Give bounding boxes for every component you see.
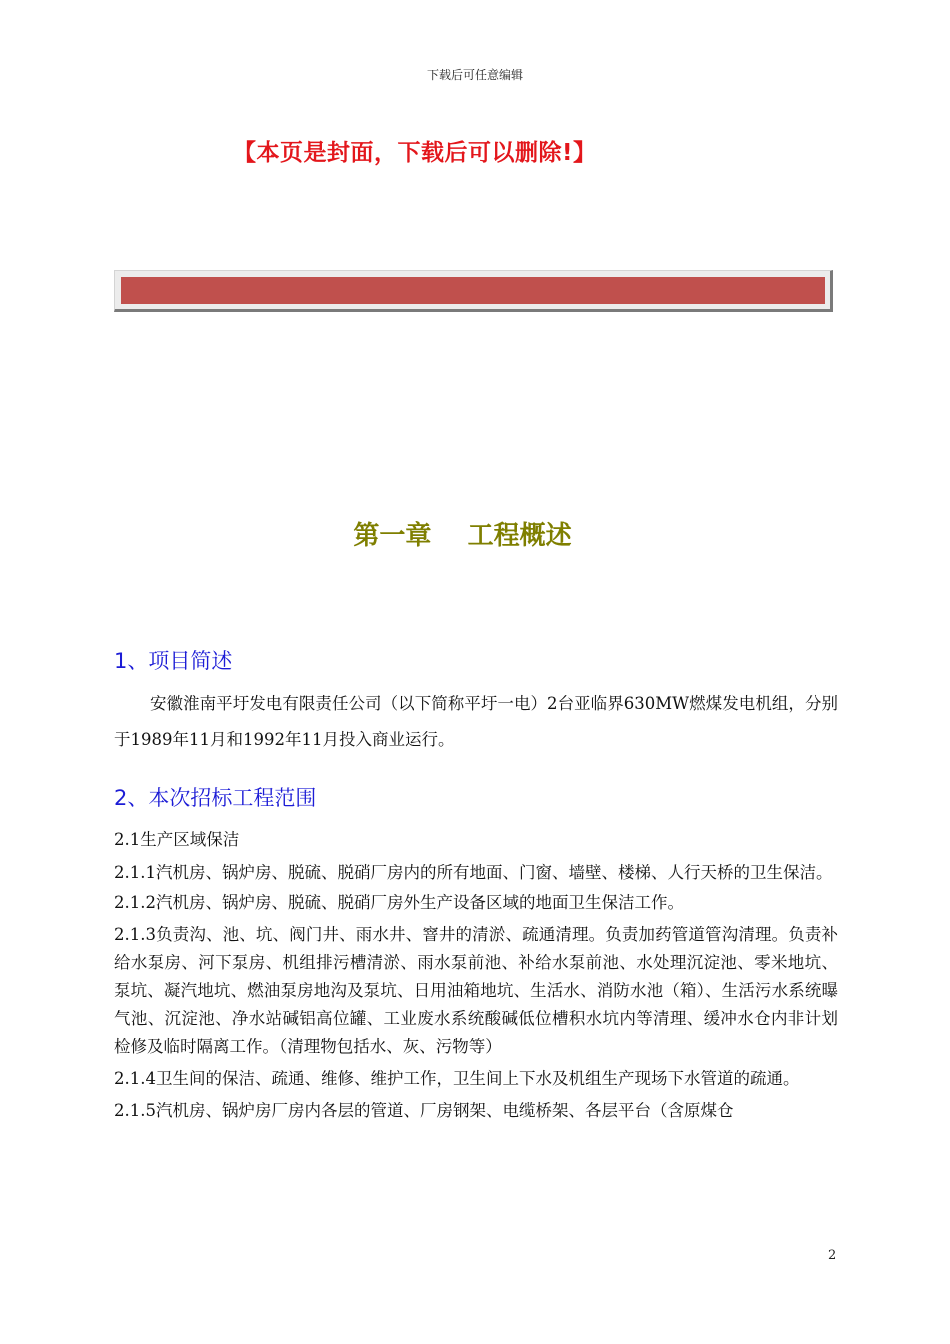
decorative-banner (114, 270, 833, 312)
section-heading-tender-scope: 2、本次招标工程范围 (114, 786, 317, 810)
project-overview-paragraph: 安徽淮南平圩发电有限责任公司（以下简称平圩一电）2台亚临界630MW燃煤发电机组，分别于1989年11月和1992年11月投入商业运行。 (114, 694, 838, 749)
scope-item-2-1-5: 2.1.5汽机房、锅炉房厂房内各层的管道、厂房钢架、电缆桥架、各层平台（含原煤仓 (114, 1101, 734, 1120)
scope-item-2-1: 2.1生产区域保洁 (114, 830, 240, 849)
chapter-title: 第一章 工程概述 (353, 521, 572, 551)
scope-item-2-1-2: 2.1.2汽机房、锅炉房、脱硫、脱硝厂房外生产设备区域的地面卫生保洁工作。 (114, 893, 684, 912)
scope-item-2-1-3: 2.1.3负责沟、池、坑、阀门井、雨水井、窨井的清淤、疏通清理。负责加药管道管沟清理。负责补给水泵房、河下泵房、机组排污槽清淤、雨水泵前池、补给水泵前池、水处理沉淀池、零米地坑、泵坑、凝汽地坑、燃油泵房地沟及泵坑、日用油箱地坑、生活水、消防水池（箱）、生活污水系统曝气池、沉淀池、净水站碱铝高位罐、工业废水系统酸碱低位槽积水坑内等清理、缓冲水仓内非计划检修及临时隔离工作。（清理物包括水、灰、污物等） (114, 925, 838, 1056)
section-heading-project-overview: 1、项目简述 (114, 649, 233, 673)
page-number: 2 (828, 1248, 837, 1263)
scope-item-2-1-4: 2.1.4卫生间的保洁、疏通、维修、维护工作，卫生间上下水及机组生产现场下水管道的疏通。 (114, 1069, 800, 1088)
page-header-note: 下载后可任意编辑 (426, 68, 523, 82)
cover-notice: 【本页是封面，下载后可以删除!】 (233, 140, 597, 166)
banner-fill (121, 277, 825, 304)
scope-item-2-1-1: 2.1.1汽机房、锅炉房、脱硫、脱硝厂房内的所有地面、门窗、墙壁、楼梯、人行天桥的卫生保洁。 (114, 863, 833, 882)
tender-scope-body (114, 822, 838, 1125)
